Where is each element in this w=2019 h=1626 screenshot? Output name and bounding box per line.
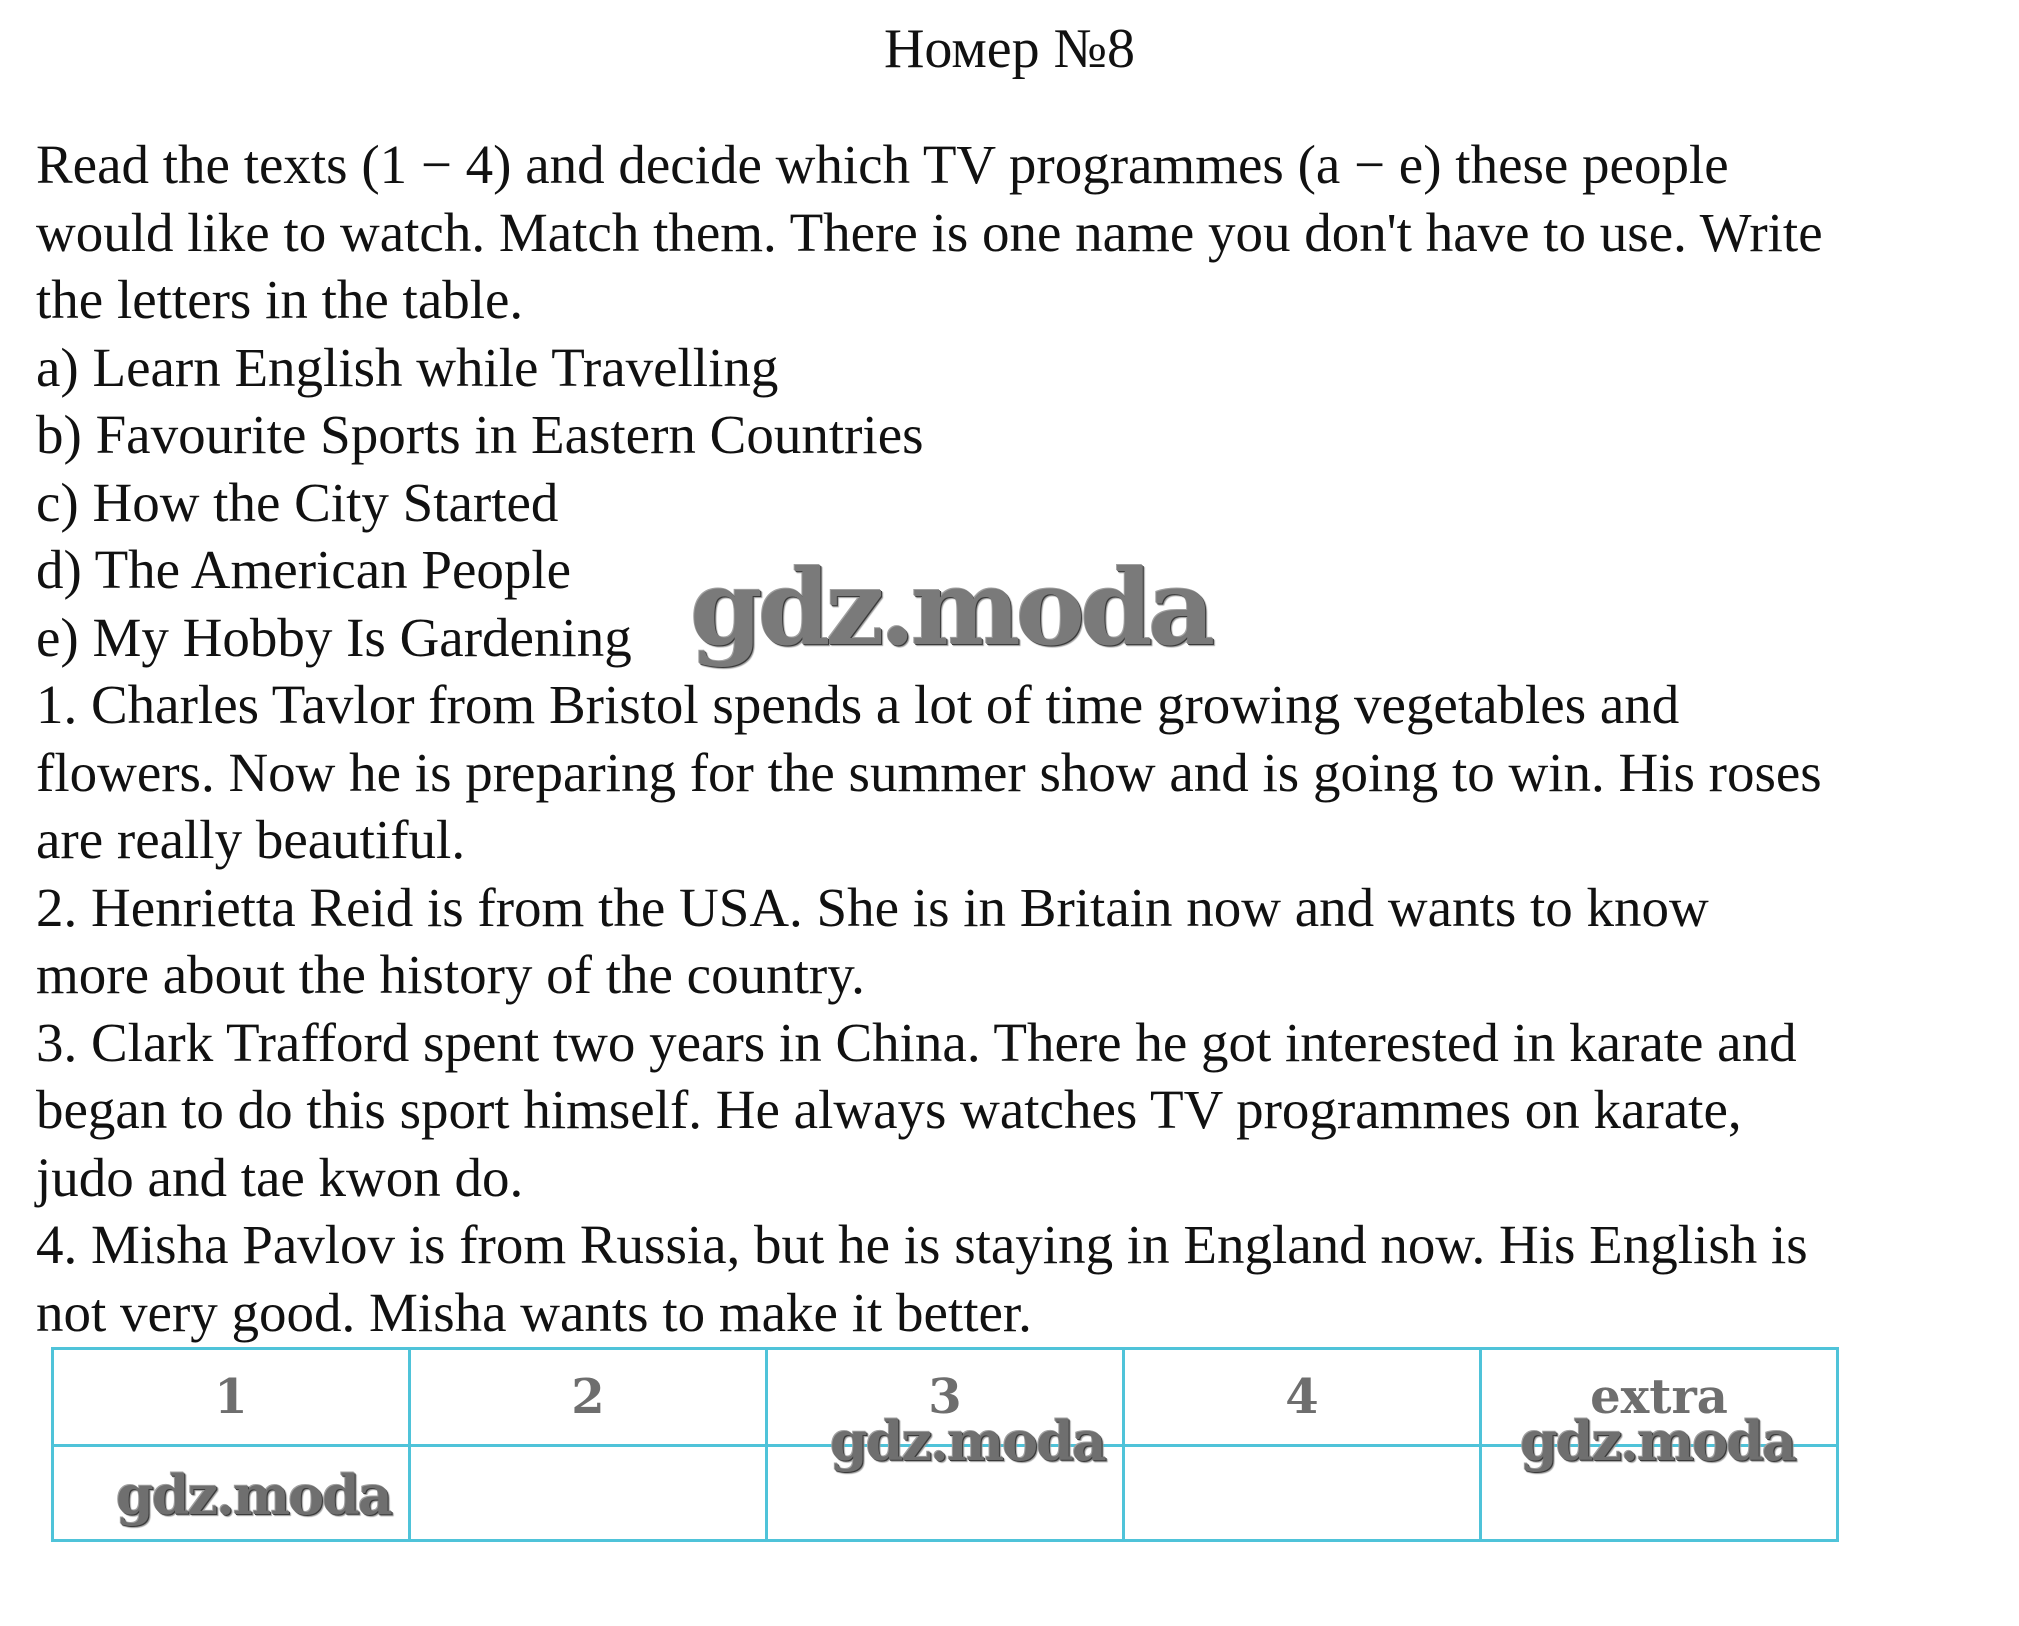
text-1-line: flowers. Now he is preparing for the summer show and is going to win. His roses — [36, 741, 1822, 803]
text-3-line: judo and tae kwon do. — [36, 1146, 524, 1208]
instruction-line: would like to watch. Match them. There is one name you don't have to use. Write — [36, 201, 1823, 263]
text-4-line: not very good. Misha wants to make it better. — [36, 1281, 1032, 1343]
watermark: gdz.moda — [690, 546, 1211, 669]
answer-header-3: 3 — [767, 1349, 1124, 1446]
programme-b: b) Favourite Sports in Eastern Countries — [36, 404, 924, 465]
cell-watermark: gdz.moda — [830, 1409, 1105, 1473]
text-4-line: 4. Misha Pavlov is from Russia, but he is staying in England now. His English is — [36, 1214, 1808, 1275]
exercise-text — [36, 131, 1996, 1346]
text-1-line: are really beautiful. — [36, 809, 466, 870]
answer-cell-4[interactable] — [1124, 1446, 1481, 1541]
cell-watermark: gdz.moda — [116, 1463, 391, 1527]
page-title: Номер №8 — [883, 18, 1136, 80]
answer-table-value-row — [53, 1446, 1838, 1541]
text-1-line: 1. Charles Tavlor from Bristol spends a lot of time growing vegetables and — [36, 674, 1680, 735]
text-3-line: began to do this sport himself. He always watches TV programmes on karate, — [36, 1079, 1742, 1140]
text-2-line: more about the history of the country. — [36, 944, 865, 1005]
answer-table — [51, 1347, 1839, 1542]
answer-cell-1[interactable] — [53, 1446, 410, 1541]
answer-header-4: 4 — [1124, 1349, 1481, 1446]
instruction-line: Read the texts (1 − 4) and decide which TV programmes (a − e) these people — [36, 134, 1729, 195]
programme-c: c) How the City Started — [36, 471, 559, 533]
programme-e: e) My Hobby Is Gardening — [36, 606, 632, 668]
answer-header-extra: extra — [1481, 1349, 1838, 1446]
cell-watermark: gdz.moda — [1520, 1409, 1795, 1473]
instruction-line: the letters in the table. — [36, 269, 524, 330]
answer-cell-2[interactable] — [410, 1446, 767, 1541]
answer-cell-extra[interactable] — [1481, 1409, 1838, 1541]
programme-d: d) The American People — [36, 539, 572, 600]
answer-header-1: 1 — [53, 1349, 410, 1446]
answer-cell-3[interactable] — [767, 1409, 1124, 1541]
text-2-line: 2. Henrietta Reid is from the USA. She is in Britain now and wants to know — [36, 876, 1709, 938]
answer-header-2: 2 — [410, 1349, 767, 1446]
text-3-line: 3. Clark Trafford spent two years in China. There he got interested in karate and — [36, 1011, 1797, 1073]
programme-a: a) Learn English while Travelling — [36, 336, 779, 398]
